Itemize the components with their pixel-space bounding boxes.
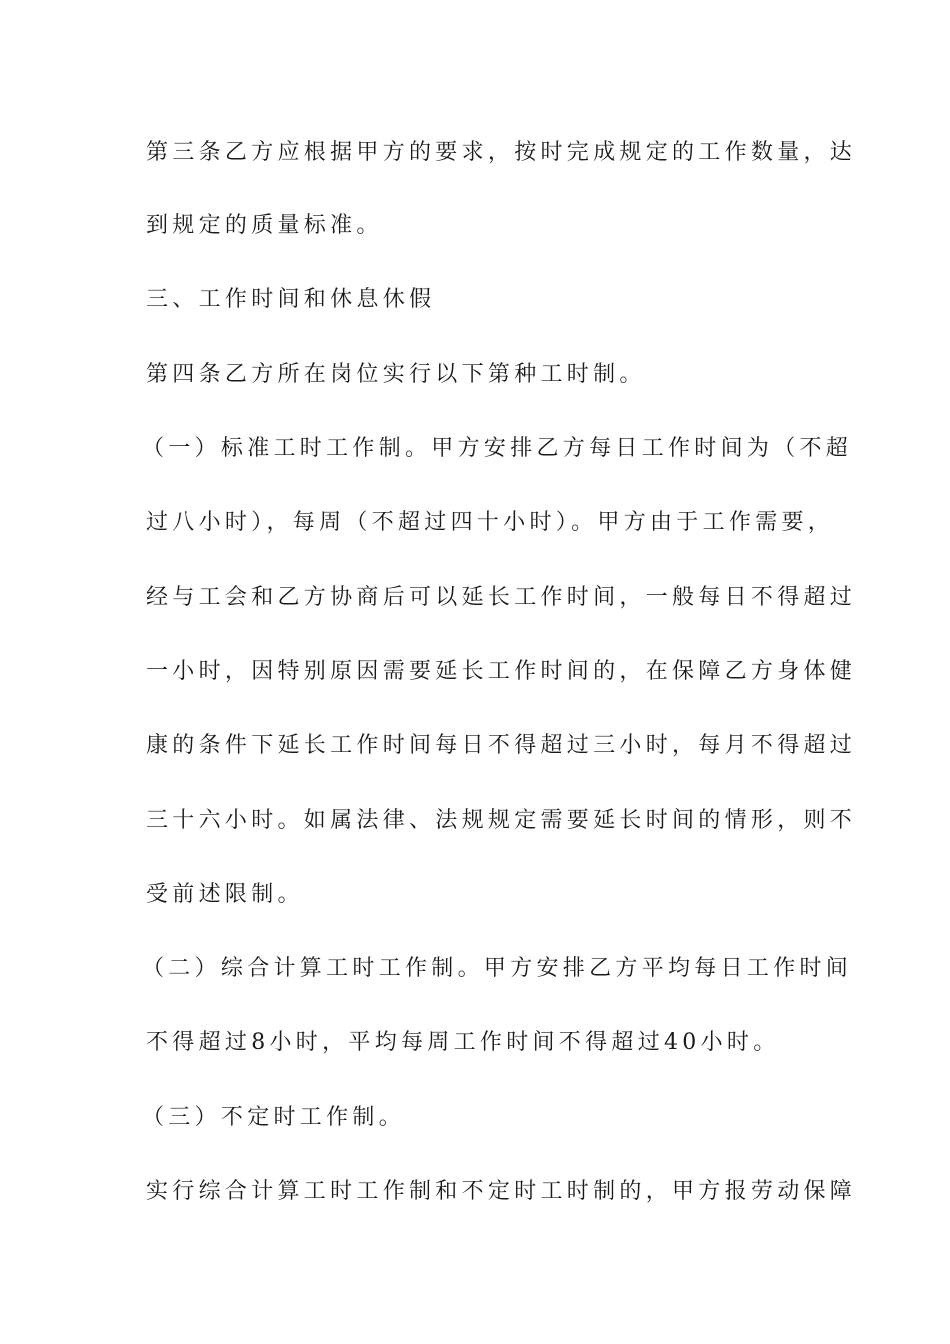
clause-1-line-2: 过八小时），每周（不超过四十小时）。甲方由于工作需要， bbox=[146, 510, 835, 535]
clause-1-line-4: 一小时，因特别原因需要延长工作时间的，在保障乙方身体健 bbox=[146, 659, 857, 684]
article-3-line-1: 第三条乙方应根据甲方的要求，按时完成规定的工作数量，达 bbox=[146, 140, 857, 165]
clause-1-line-6: 三十六小时。如属法律、法规规定需要延长时间的情形，则不 bbox=[146, 808, 857, 833]
clause-3-line-1: （三）不定时工作制。 bbox=[142, 1105, 406, 1130]
article-4-line-1: 第四条乙方所在岗位实行以下第种工时制。 bbox=[146, 362, 646, 387]
clause-1-line-7: 受前述限制。 bbox=[146, 882, 304, 907]
clause-1-line-1: （一）标准工时工作制。甲方安排乙方每日工作时间为（不超 bbox=[142, 436, 853, 461]
clause-2-line-1: （二）综合计算工时工作制。甲方安排乙方平均每日工作时间 bbox=[142, 956, 853, 981]
clause-2-line-2: 不得超过8小时，平均每周工作时间不得超过40小时。 bbox=[146, 1030, 780, 1055]
clause-1-line-5: 康的条件下延长工作时间每日不得超过三小时，每月不得超过 bbox=[146, 733, 857, 758]
clause-1-line-3: 经与工会和乙方协商后可以延长工作时间，一般每日不得超过 bbox=[146, 585, 857, 610]
article-3-line-2: 到规定的质量标准。 bbox=[146, 213, 383, 238]
closing-paragraph-line-1: 实行综合计算工时工作制和不定时工时制的，甲方报劳动保障 bbox=[146, 1179, 857, 1204]
section-heading-work-hours: 三、工作时间和休息休假 bbox=[146, 287, 436, 312]
